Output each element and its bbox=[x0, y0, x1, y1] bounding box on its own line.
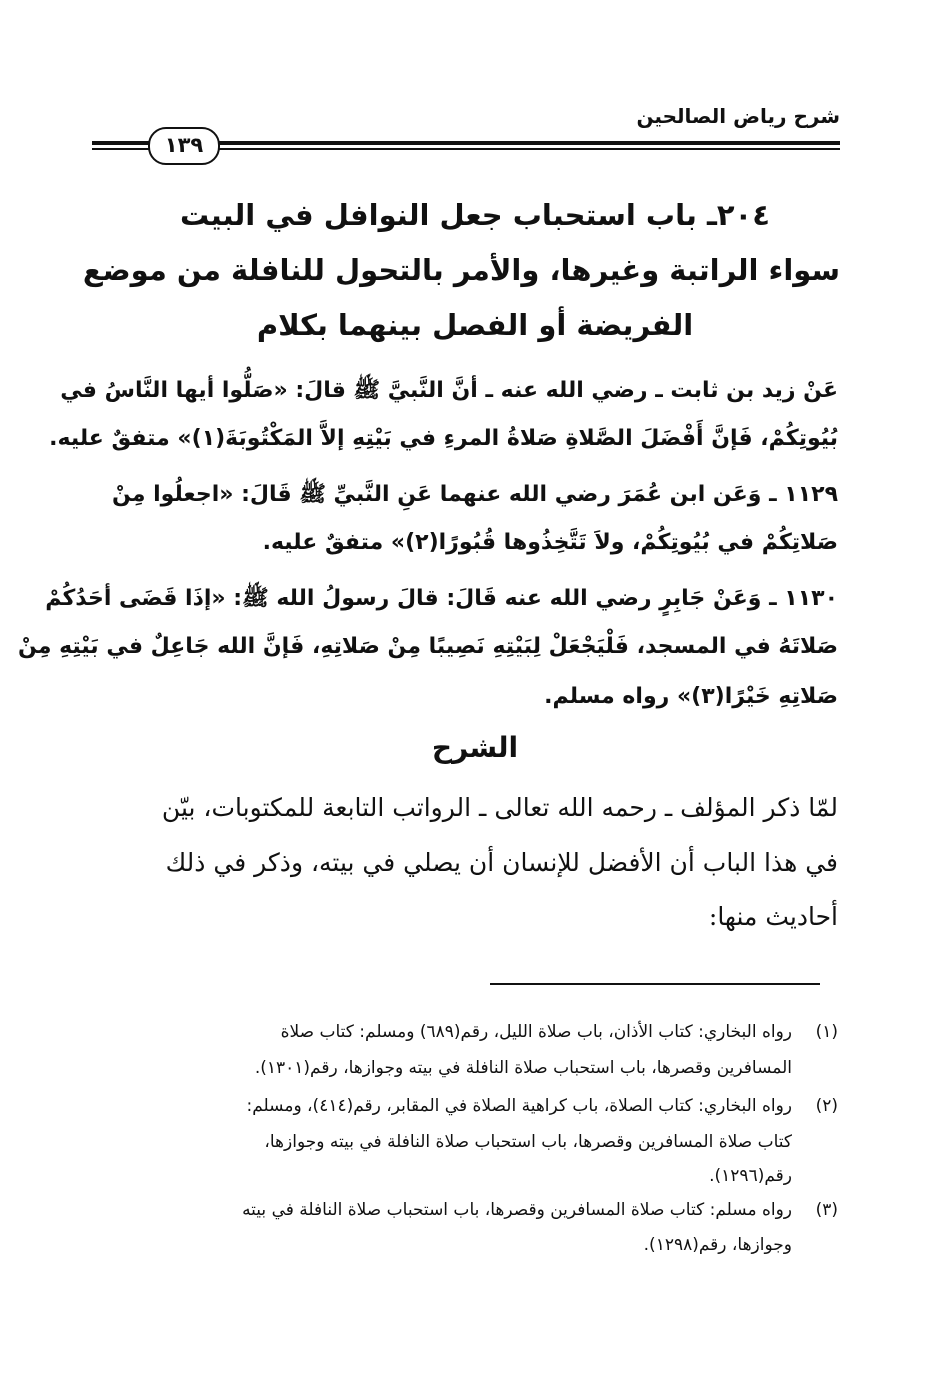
hadith-line: ١١٣٠ ـ وَعَنْ جَابِرٍ رضي الله عنه قَالَ: قالَ رسولُ الله ﷺ: «إذَا قَضَى أحَدُكُمْ bbox=[45, 586, 838, 611]
chapter-title-line: ٢٠٤ـ باب استحباب جعل النوافل في البيت bbox=[180, 198, 770, 232]
hadith-line: بُيُوتِكُمْ، فَإنَّ أَفْضَلَ الصَّلاةِ صَلاةُ المرءِ في بَيْتِهِ إلاَّ المَكْتُوبَةَ(١)» متفقٌ عليه. bbox=[49, 426, 838, 451]
footnote-line: رقم(١٢٩٦). bbox=[709, 1166, 792, 1186]
footnote-line: كتاب صلاة المسافرين وقصرها، باب استحباب صلاة النافلة في بيته وجوازها، bbox=[264, 1132, 792, 1152]
footnote-number: (٣) bbox=[815, 1200, 838, 1220]
page-number: ١٣٩ bbox=[148, 127, 220, 165]
footnote-line: رواه مسلم: كتاب صلاة المسافرين وقصرها، باب استحباب صلاة النافلة في بيته bbox=[242, 1200, 792, 1220]
footnote-separator bbox=[490, 983, 820, 985]
hadith-line: صَلاتَهُ في المسجد، فَلْيَجْعَلْ لِبَيْتِهِ نَصِيبًا مِنْ صَلاتِهِ، فَإنَّ الله جَاعِلٌ في بَيْتِهِ مِنْ bbox=[18, 634, 838, 659]
commentary-line: في هذا الباب أن الأفضل للإنسان أن يصلي في بيته، وذكر في ذلك bbox=[165, 848, 838, 877]
commentary-line: أحاديث منها: bbox=[708, 902, 838, 931]
chapter-title-line: سواء الراتبة وغيرها، والأمر بالتحول للنافلة من موضع bbox=[82, 253, 840, 287]
commentary-line: لمّا ذكر المؤلف ـ رحمه الله تعالى ـ الرواتب التابعة للمكتوبات، بيّن bbox=[161, 793, 838, 822]
footnote-number: (٢) bbox=[815, 1096, 838, 1116]
hadith-line: صَلاتِكُمْ في بُيُوتِكُمْ، ولاَ تَتَّخِذُوها قُبُورًا(٢)» متفقٌ عليه. bbox=[262, 530, 838, 555]
hadith-line: عَنْ زيد بن ثابت ـ رضي الله عنه ـ أنَّ النَّبيَّ ﷺ قالَ: «صَلُّوا أيها النَّاسُ في bbox=[60, 378, 838, 403]
sharh-heading: الشرح bbox=[431, 731, 519, 764]
hadith-line: صَلاتِهِ خَيْرًا(٣)» رواه مسلم. bbox=[544, 684, 838, 709]
footnote-line: المسافرين وقصرها، باب استحباب صلاة النافلة في بيته وجوازها، رقم(١٣٠١). bbox=[254, 1058, 792, 1078]
footnote-number: (١) bbox=[815, 1022, 838, 1042]
hadith-line: ١١٢٩ ـ وَعَن ابن عُمَرَ رضي الله عنهما عَنِ النَّبيِّ ﷺ قَالَ: «اجعلُوا مِنْ bbox=[112, 482, 838, 507]
footnote-line: وجوازها، رقم(١٢٩٨). bbox=[643, 1235, 792, 1255]
footnote-line: رواه البخاري: كتاب الصلاة، باب كراهية الصلاة في المقابر، رقم(٤١٤)، ومسلم: bbox=[246, 1096, 792, 1116]
running-title: شرح رياض الصالحين bbox=[636, 104, 840, 128]
chapter-title-line: الفريضة أو الفصل بينهما بكلام bbox=[256, 308, 694, 342]
footnote-line: رواه البخاري: كتاب الأذان، باب صلاة الليل، رقم(٦٨٩) ومسلم: كتاب صلاة bbox=[280, 1022, 792, 1042]
